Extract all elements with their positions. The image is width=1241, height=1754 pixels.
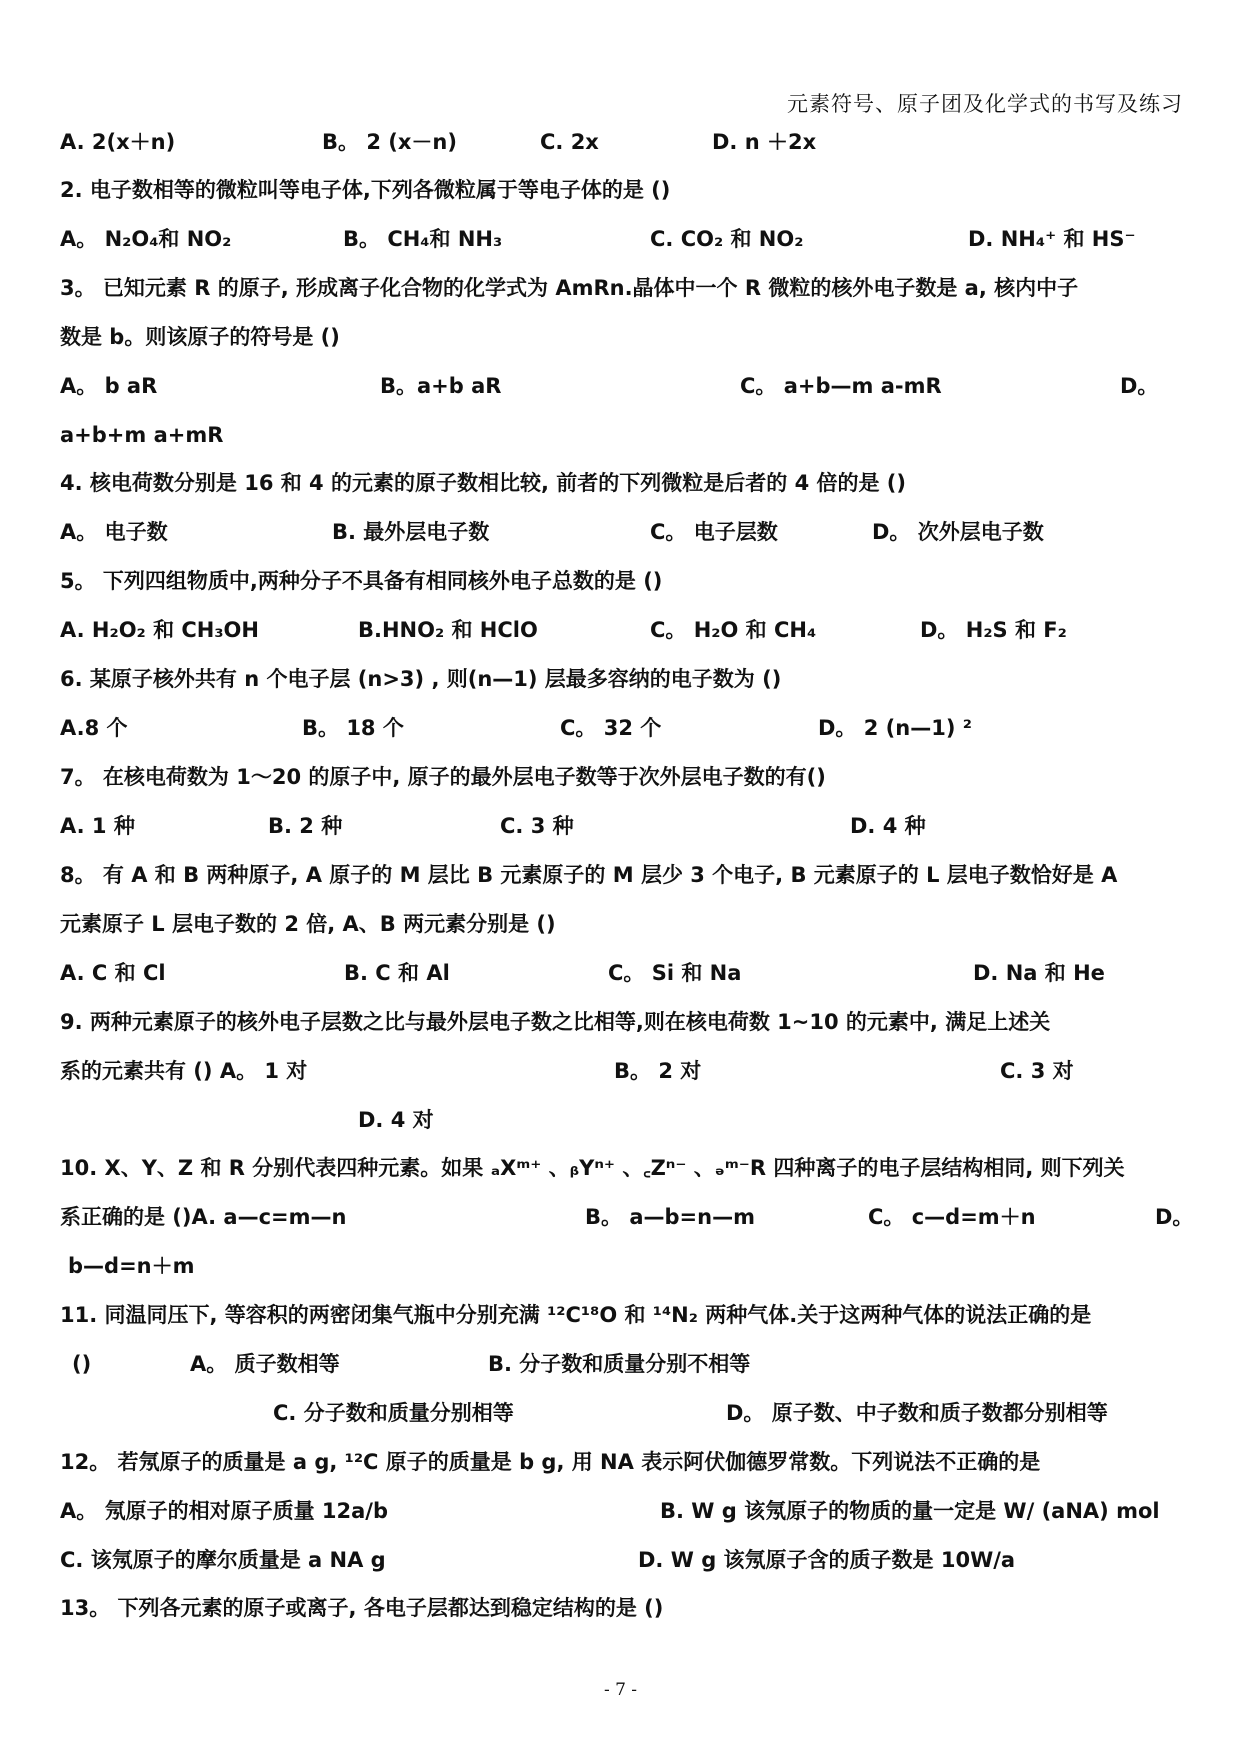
q12-stem [60,1447,1191,1477]
q9-options-cont [60,1105,1191,1135]
q3-stem-line1 [60,273,1191,303]
q5-options [60,615,1191,645]
page-number: - 7 - [603,1680,638,1700]
q7-option-c: C. 3 种 [500,814,574,838]
q11-option-d: D。 原子数、中子数和质子数都分别相等 [726,1401,1108,1425]
q8-option-b: B. C 和 Al [344,961,450,985]
q2-option-c: C. CO₂ 和 NO₂ [650,227,804,251]
q11-stem-text1: 11. 同温同压下, 等容积的两密闭集气瓶中分别充满 ¹²C¹⁸O 和 ¹⁴N₂ 两种气体.关于这两种气体的说法正确的是 [60,1303,1092,1327]
q4-option-a: A。 电子数 [60,520,168,544]
q10-stem-line1 [60,1153,1191,1183]
q9-stem-text2: 系的元素共有 () A。 1 对 [60,1059,308,1083]
q2-options [60,224,1191,254]
q8-stem-line2 [60,909,1191,939]
q2-stem [60,175,1191,205]
q8-options [60,958,1191,988]
q10-stem-text1: 10. X、Y、Z 和 R 分别代表四种元素。如果 ₐXᵐ⁺ 、ᵦYⁿ⁺ 、꜀Zⁿ⁻ 、ₔᵐ⁻R 四种离子的电子层结构相同, 则下列关 [60,1156,1125,1180]
q2-option-a: A。 N₂O₄和 NO₂ [60,227,232,251]
q4-option-d: D。 次外层电子数 [872,520,1044,544]
q1-option-d: D. n ＋2x [712,130,817,154]
q13-stem-text: 13。 下列各元素的原子或离子, 各电子层都达到稳定结构的是 () [60,1596,664,1620]
q4-option-c: C。 电子层数 [650,520,778,544]
q5-option-c: C。 H₂O 和 CH₄ [650,618,817,642]
q2-option-d: D. NH₄⁺ 和 HS⁻ [968,227,1136,251]
q3-option-a: A。 b aR [60,374,158,398]
q6-stem-text: 6. 某原子核外共有 n 个电子层 (n>3) , 则(n—1) 层最多容纳的电子数为 () [60,667,782,691]
q11-stem-line1 [60,1300,1191,1330]
q1-options [60,127,1191,157]
q3-stem-text2: 数是 b。则该原子的符号是 () [60,325,340,349]
q7-option-b: B. 2 种 [268,814,343,838]
q12-options-cd [60,1545,1191,1575]
q12-options-ab [60,1496,1191,1526]
q13-stem [60,1593,1191,1623]
q1-option-a: A. 2(x＋n) [60,130,176,154]
q12-option-a: A。 氖原子的相对原子质量 12a/b [60,1499,388,1523]
q4-stem-text: 4. 核电荷数分别是 16 和 4 的元素的原子数相比较, 前者的下列微粒是后者的 4 倍的是 () [60,471,907,495]
q6-option-b: B。 18 个 [302,716,404,740]
q11-option-c: C. 分子数和质量分别相等 [273,1401,514,1425]
q12-stem-text: 12。 若氖原子的质量是 a g, ¹²C 原子的质量是 b g, 用 NA 表示阿伏伽德罗常数。下列说法不正确的是 [60,1450,1041,1474]
q7-option-d: D. 4 种 [850,814,926,838]
q8-stem-text2: 元素原子 L 层电子数的 2 倍, A、B 两元素分别是 () [60,912,556,936]
q8-stem-line1 [60,860,1191,890]
q1-option-b: B。 2 (x－n) [322,130,457,154]
q9-option-d: D. 4 对 [358,1108,434,1132]
q6-options [60,713,1191,743]
q4-stem [60,468,1191,498]
q10-stem-text2: 系正确的是 ()A. a—c=m—n [60,1205,347,1229]
q3-options [60,371,1191,401]
q6-option-d: D。 2 (n—1) ² [818,716,972,740]
q12-option-b: B. W g 该氖原子的物质的量一定是 W/ (aNA) mol [660,1499,1160,1523]
q4-options [60,517,1191,547]
q7-stem [60,762,1191,792]
q1-option-c: C. 2x [540,130,599,154]
q12-option-c: C. 该氖原子的摩尔质量是 a NA g [60,1548,386,1572]
q8-option-c: C。 Si 和 Na [608,961,742,985]
q6-option-c: C。 32 个 [560,716,662,740]
q7-option-a: A. 1 种 [60,814,135,838]
q11-option-a: A。 质子数相等 [190,1352,340,1376]
q9-stem-text1: 9. 两种元素原子的核外电子层数之比与最外层电子数之比相等,则在核电荷数 1~10 的元素中, 满足上述关 [60,1010,1051,1034]
q10-option-d-text: b—d=n＋m [68,1254,195,1278]
q3-options-cont [60,420,1191,450]
q5-option-b: B.HNO₂ 和 HClO [358,618,538,642]
q3-option-d: D。 [1120,374,1159,398]
q8-option-a: A. C 和 Cl [60,961,166,985]
q3-option-c: C。 a+b—m a-mR [740,374,942,398]
q5-option-a: A. H₂O₂ 和 CH₃OH [60,618,259,642]
q9-option-c: C. 3 对 [1000,1059,1074,1083]
q9-stem-line2 [60,1056,1191,1086]
q10-option-d: D。 [1155,1205,1194,1229]
q10-option-b: B。 a—b=n—m [585,1205,755,1229]
q10-options-cont [60,1251,1191,1281]
q11-stem-line2 [60,1349,1191,1379]
q5-stem-text: 5。 下列四组物质中,两种分子不具备有相同核外电子总数的是 () [60,569,663,593]
q3-stem-text1: 3。 已知元素 R 的原子, 形成离子化合物的化学式为 AmRn.晶体中一个 R 微粒的核外电子数是 a, 核内中子 [60,276,1079,300]
q9-stem-line1 [60,1007,1191,1037]
q9-option-b: B。 2 对 [614,1059,702,1083]
q10-option-c: C。 c—d=m＋n [868,1205,1036,1229]
q10-stem-line2 [60,1202,1194,1232]
q5-stem [60,566,1191,596]
q3-stem-line2 [60,322,1191,352]
q2-option-b: B。 CH₄和 NH₃ [343,227,503,251]
q12-option-d: D. W g 该氖原子含的质子数是 10W/a [638,1548,1016,1572]
q5-option-d: D。 H₂S 和 F₂ [920,618,1067,642]
q11-options-cont [60,1398,1191,1428]
q8-option-d: D. Na 和 He [973,961,1105,985]
q8-stem-text1: 8。 有 A 和 B 两种原子, A 原子的 M 层比 B 元素原子的 M 层少 3 个电子, B 元素原子的 L 层电子数恰好是 A [60,863,1118,887]
q2-stem-text: 2. 电子数相等的微粒叫等电子体,下列各微粒属于等电子体的是 () [60,178,671,202]
q3-option-d-text: a+b+m a+mR [60,423,224,447]
q4-option-b: B. 最外层电子数 [332,520,490,544]
q6-stem [60,664,1191,694]
q6-option-a: A.8 个 [60,716,128,740]
q3-option-b: B。a+b aR [380,374,502,398]
q7-options [60,811,1191,841]
q11-stem-text2: () [72,1352,92,1376]
q11-option-b: B. 分子数和质量分别不相等 [488,1352,751,1376]
q7-stem-text: 7。 在核电荷数为 1～20 的原子中, 原子的最外层电子数等于次外层电子数的有() [60,765,826,789]
running-header: 元素符号、原子团及化学式的书写及练习 [787,92,1183,116]
